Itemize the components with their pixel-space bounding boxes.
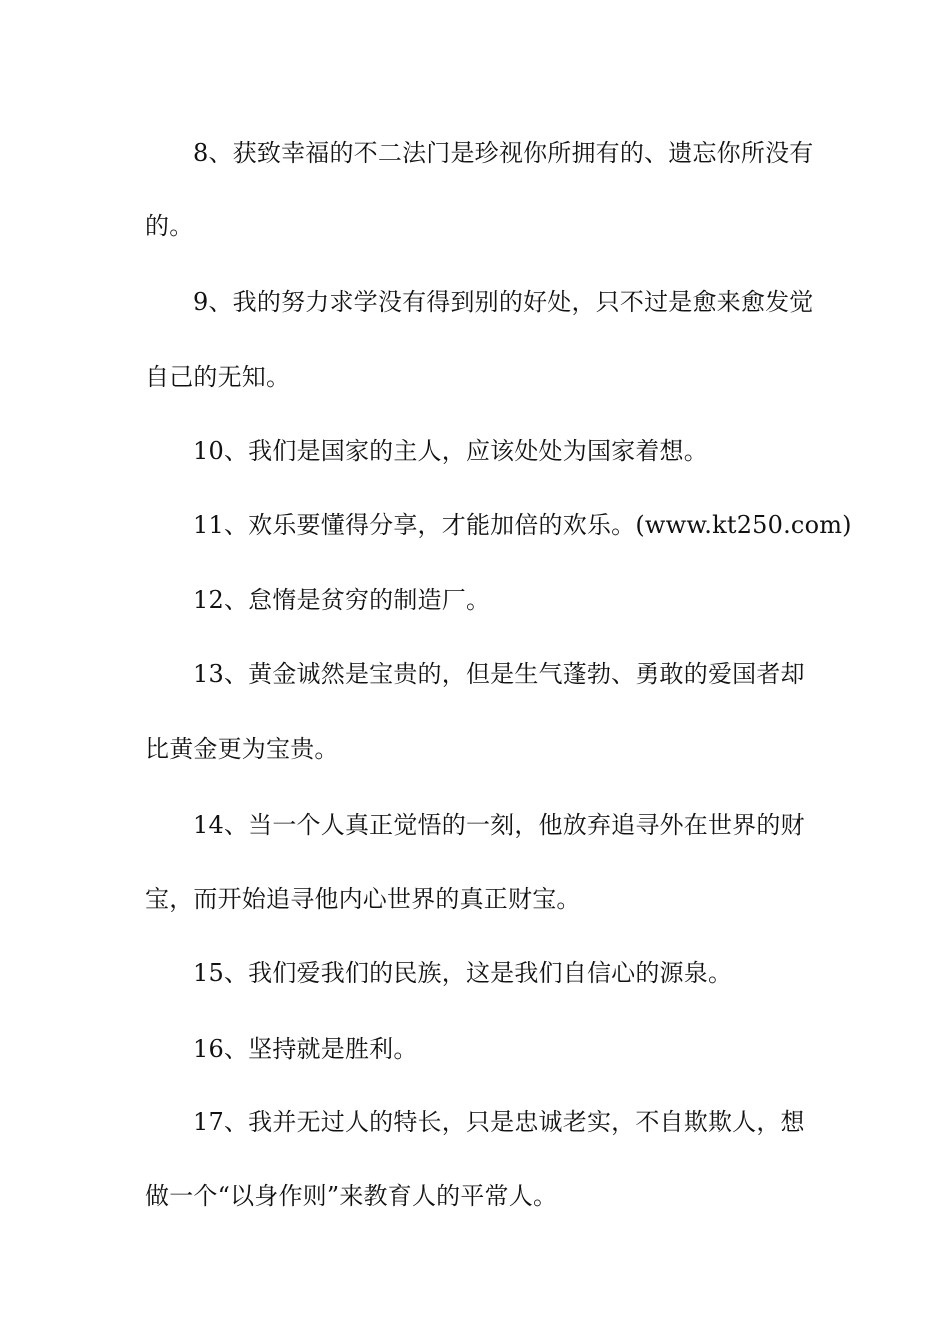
quote-17-line-2: 做一个“以身作则”来教育人的平常人。 <box>145 1182 558 1210</box>
quote-14-line-2: 宝，而开始追寻他内心世界的真正财宝。 <box>145 885 581 913</box>
quote-13-line-1: 13、黄金诚然是宝贵的，但是生气蓬勃、勇敢的爱国者却 <box>193 660 805 688</box>
quote-15: 15、我们爱我们的民族，这是我们自信心的源泉。 <box>193 959 733 987</box>
quote-17-line-1: 17、我并无过人的特长，只是忠诚老实，不自欺欺人，想 <box>193 1108 805 1136</box>
quote-9-line-2: 自己的无知。 <box>145 363 291 391</box>
quote-12: 12、怠惰是贫穷的制造厂。 <box>193 586 491 614</box>
quote-9-line-1: 9、我的努力求学没有得到别的好处，只不过是愈来愈发觉 <box>193 288 814 316</box>
quote-11: 11、欢乐要懂得分享，才能加倍的欢乐。(www.kt250.com) <box>193 511 852 539</box>
quote-10: 10、我们是国家的主人，应该处处为国家着想。 <box>193 437 708 465</box>
quote-13-line-2: 比黄金更为宝贵。 <box>145 735 339 763</box>
quote-8-line-1: 8、获致幸福的不二法门是珍视你所拥有的、遗忘你所没有 <box>193 139 814 167</box>
quote-16: 16、坚持就是胜利。 <box>193 1035 418 1063</box>
quote-14-line-1: 14、当一个人真正觉悟的一刻，他放弃追寻外在世界的财 <box>193 811 805 839</box>
quote-8-line-2: 的。 <box>145 212 194 240</box>
